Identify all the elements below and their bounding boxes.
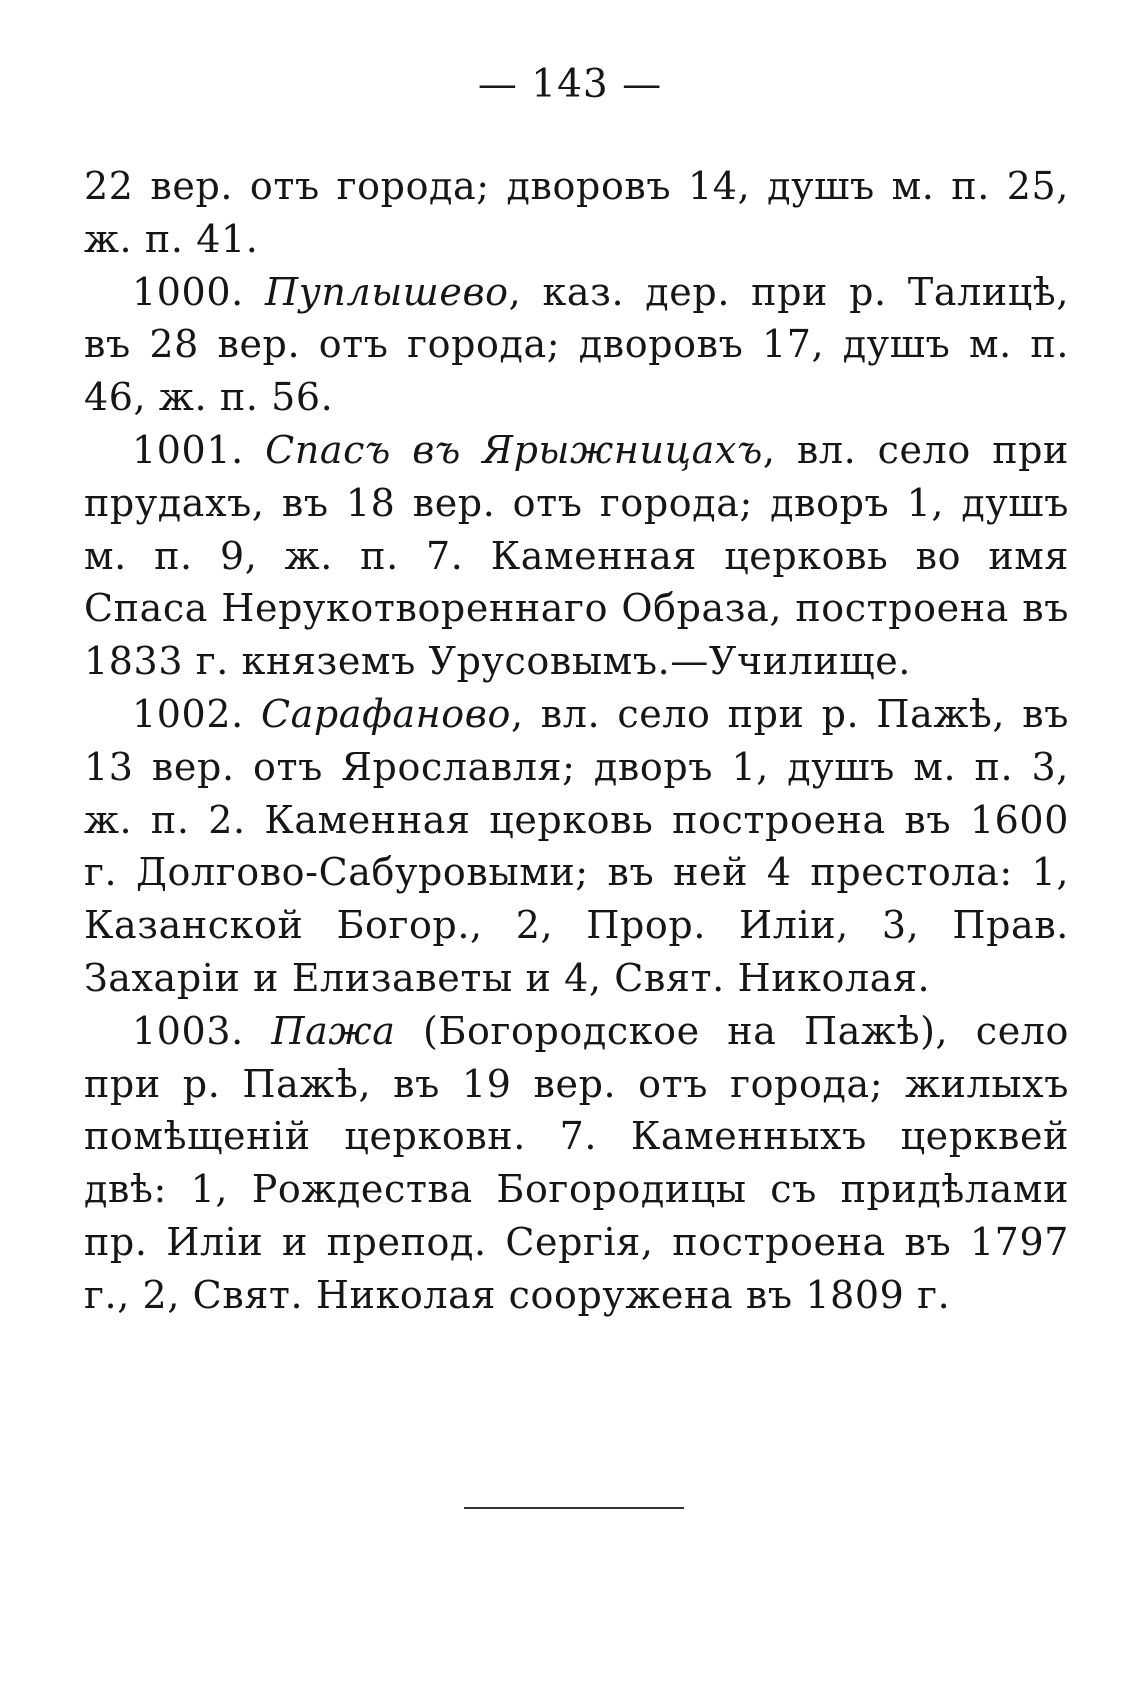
entry-1001 [84, 424, 1069, 688]
entry-text: , каз. дер. при р. Талицѣ, въ 28 вер. отъ города; дворовъ 17, душъ м. п. 46, ж. п. 56. [84, 269, 1070, 420]
entry-name: Пажа [271, 1008, 396, 1053]
entry-text: , вл. село при р. Пажѣ, въ 13 вер. отъ Ярославля; дворъ 1, душъ м. п. 3, ж. п. 2. Каменная церковь построена въ 1600 г. Долгово-Сабуровыми; въ ней 4 престола: 1, Казанской Богор., 2, Прор. Иліи, 3, Прав. Захаріи и Елизаветы и 4, Свят. Николая. [84, 691, 1069, 1000]
page-number: — 143 — [477, 62, 663, 107]
paragraph-continuation [84, 160, 1069, 266]
entry-name: Спасъ въ Ярыжницахъ [265, 427, 763, 472]
paragraph-text: 22 вер. отъ города; дворовъ 14, душъ м. п. 25, ж. п. 41. [84, 164, 1069, 261]
text-block [84, 160, 1069, 1322]
entry-number: 1003. [132, 1008, 244, 1053]
entry-1003 [84, 1005, 1069, 1322]
entry-text: (Богородское на Пажѣ), село при р. Пажѣ, въ 19 вер. отъ города; жилыхъ помѣщеній церковн. 7. Каменныхъ церквей двѣ: 1, Рождества Богородицы съ придѣлами пр. Иліи и препод. Сергія, построена въ 1797 г., 2, Свят. Николая сооружена въ 1809 г. [84, 1008, 1069, 1317]
entry-name: Сарафаново [260, 691, 511, 736]
end-rule [464, 1507, 684, 1509]
entry-1000 [84, 266, 1069, 424]
entry-1002 [84, 688, 1069, 1005]
entry-number: 1002. [132, 691, 244, 736]
entry-name: Пуплышево [264, 269, 509, 314]
entry-text: , вл. село при прудахъ, въ 18 вер. отъ города; дворъ 1, душъ м. п. 9, ж. п. 7. Каменная церковь во имя Спаса Нерукотвореннаго Образа, построена въ 1833 г. княземъ Урусовымъ.—Училище. [84, 427, 1069, 684]
entry-number: 1000. [132, 269, 244, 314]
entry-number: 1001. [132, 427, 244, 472]
